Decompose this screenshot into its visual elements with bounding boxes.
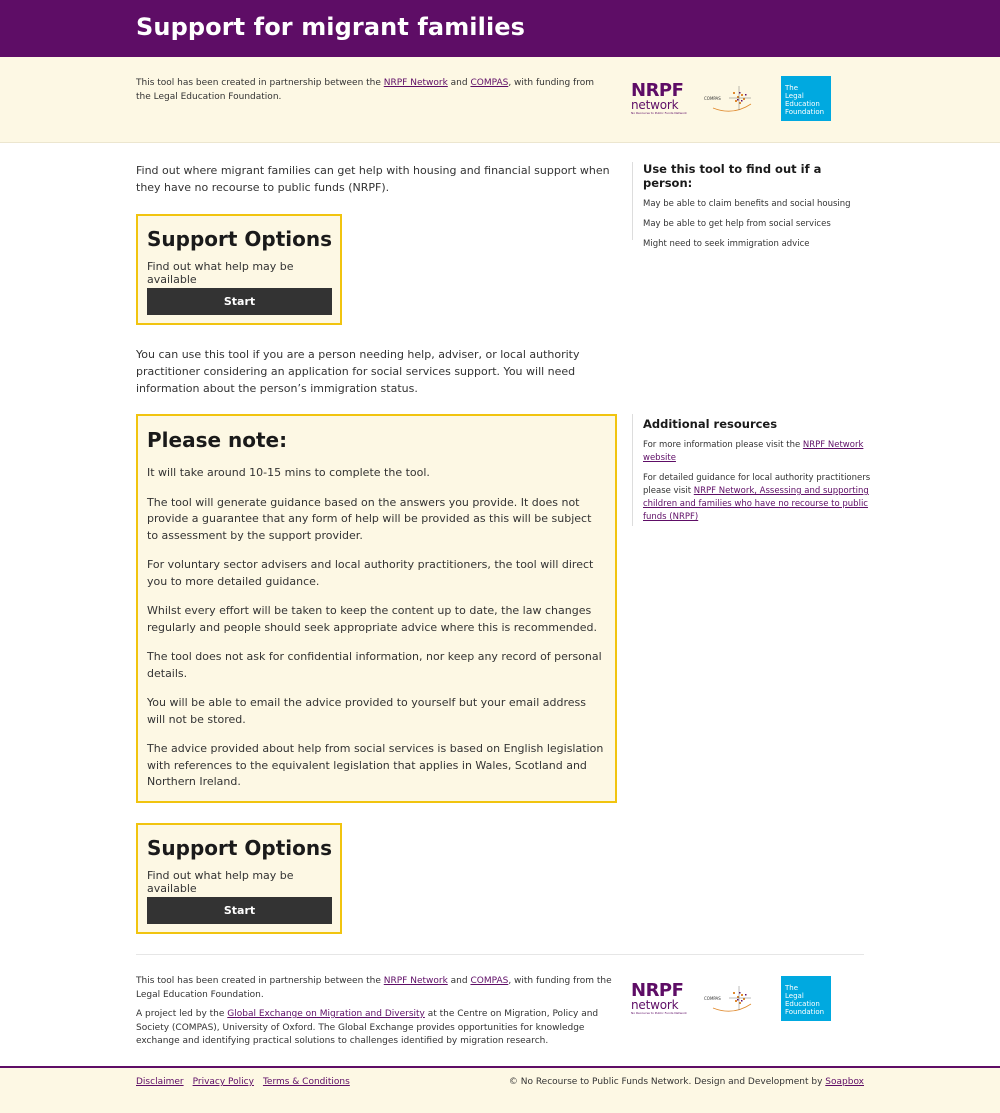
compas-logo-graphic [703, 82, 759, 116]
nrpf-website-link[interactable]: NRPF Network website [643, 440, 864, 463]
compas-logo-text: COMPAS [704, 95, 721, 101]
footer-partner-statement [136, 975, 621, 1002]
footer-project-prefix: A project led by the [136, 1009, 228, 1019]
sidebar-use-tool [632, 162, 872, 249]
nrpf-logo-subtext: network [631, 997, 679, 1012]
note-paragraph: Whilst every effort will be taken to keep the content up to date, the law changes regularly and people should seek appropriate advice where this is recommended. [147, 604, 597, 634]
compas-logo-graphic [703, 982, 759, 1016]
nrpf-logo-text: NRPF [631, 79, 684, 101]
footer-divider [136, 954, 864, 955]
sidebar-additional-resources [632, 414, 872, 526]
leg-logo-line-1: The [785, 84, 799, 92]
support-options-subtitle: Find out what help may be available [147, 260, 294, 286]
partner-text-and: and [447, 78, 471, 88]
note-paragraph: The tool will generate guidance based on the answers you provide. It does not provide a guarantee that any form of help will be provided as this will be subject to assessment by the support provider. [147, 495, 592, 542]
partner-text-suffix: , with funding from the Legal Education Foundation. [136, 78, 595, 102]
nrpf-guidance-link[interactable]: NRPF Network, Assessing and supporting children and families who have no recourse to public funds (NRPF) [643, 486, 869, 522]
partner-statement [136, 77, 606, 104]
resources-title: Additional resources [643, 417, 778, 431]
leg-logo-line-4: Foundation [785, 108, 825, 116]
intro-text: Find out where migrant families can get help with housing and financial support when they have no recourse to public funds (NRPF). [136, 164, 610, 194]
compas-logo-text: COMPAS [704, 995, 721, 1001]
partner-text-suffix: , with funding from the Legal Education Foundation. [136, 976, 612, 1000]
compas-logo[interactable] [703, 982, 759, 1016]
nrpf-logo-tagline: No Recourse to Public Funds Network [631, 1010, 687, 1015]
nrpf-logo[interactable] [631, 979, 687, 1019]
nrpf-network-link[interactable]: NRPF Network [383, 976, 448, 986]
terms-conditions-link[interactable]: Terms & Conditions [262, 1077, 350, 1087]
soapbox-link[interactable]: Soapbox [825, 1077, 864, 1087]
footer-project-suffix: at the Centre on Migration, Policy and Society (COMPAS), University of Oxford. The Global Exchange provides opportunities for knowledge exchange and identifying practical solutions to challenges identified by migration research. [136, 1009, 599, 1046]
note-paragraph: It will take around 10-15 mins to complete the tool. [147, 466, 430, 479]
usage-text: You can use this tool if you are a person needing help, adviser, or local authority practitioner considering an application for social services support. You will need information about the person’s immigration status. [136, 348, 580, 395]
please-note-box [136, 414, 617, 803]
support-options-subtitle: Find out what help may be available [147, 869, 294, 895]
support-options-box-bottom [136, 823, 342, 934]
note-paragraph: The advice provided about help from social services is based on English legislation with references to the equivalent legislation that applies in Wales, Scotland and Northern Ireland. [147, 742, 604, 788]
note-paragraph: You will be able to email the advice provided to yourself but your email address will not be stored. [147, 696, 586, 726]
leg-logo-line-4: Foundation [785, 1008, 825, 1016]
resource-item-website [643, 439, 872, 465]
note-paragraph: For voluntary sector advisers and local authority practitioners, the tool will direct you to more detailed guidance. [147, 558, 594, 588]
partner-text-prefix: This tool has been created in partnership between the [136, 976, 384, 986]
compas-logo[interactable] [703, 82, 759, 116]
disclaimer-link[interactable]: Disclaimer [136, 1077, 184, 1087]
compas-link[interactable]: COMPAS [470, 976, 509, 986]
resource-item-prefix: For detailed guidance for local authority practitioners please visit [643, 473, 871, 496]
support-options-title: Support Options [147, 227, 333, 251]
please-note-title: Please note: [147, 428, 288, 452]
leg-logo-line-2: Legal [785, 992, 804, 1000]
footer-project-statement [136, 1008, 621, 1049]
footer-partner-logos [631, 976, 831, 1021]
copyright [509, 1077, 864, 1087]
global-exchange-link[interactable]: Global Exchange on Migration and Diversity [227, 1009, 425, 1019]
page-title: Support for migrant families [136, 13, 526, 41]
sidebar-use-item: May be able to claim benefits and social housing [643, 199, 851, 209]
partner-band [0, 57, 1000, 143]
resource-item-guidance [643, 472, 872, 524]
partner-logos [631, 76, 831, 121]
start-button[interactable]: Start [147, 288, 332, 315]
footer-text [136, 975, 621, 1055]
resource-item-prefix: For more information please visit the [643, 440, 803, 450]
sidebar-use-title: Use this tool to find out if a person: [643, 162, 822, 190]
nrpf-logo[interactable] [631, 79, 687, 119]
leg-logo-line-3: Education [785, 1000, 820, 1008]
nrpf-logo-tagline: No Recourse to Public Funds Network [631, 110, 687, 115]
leg-logo-line-1: The [785, 984, 799, 992]
support-options-title: Support Options [147, 836, 333, 860]
footer-links [136, 1077, 350, 1087]
nrpf-logo-subtext: network [631, 97, 679, 112]
sidebar-use-item: Might need to seek immigration advice [643, 239, 810, 249]
compas-link[interactable]: COMPAS [470, 78, 509, 88]
legal-education-foundation-logo[interactable] [781, 976, 831, 1021]
support-options-box-top [136, 214, 342, 325]
bottom-bar [0, 1066, 1000, 1113]
site-header [0, 0, 1000, 57]
legal-education-foundation-logo[interactable] [781, 76, 831, 121]
nrpf-network-link[interactable]: NRPF Network [383, 78, 448, 88]
leg-logo-line-2: Legal [785, 92, 804, 100]
start-button[interactable]: Start [147, 897, 332, 924]
privacy-policy-link[interactable]: Privacy Policy [192, 1077, 254, 1087]
copyright-text: © No Recourse to Public Funds Network. Design and Development by [508, 1077, 826, 1087]
leg-logo-line-3: Education [785, 100, 820, 108]
note-paragraph: The tool does not ask for confidential information, nor keep any record of personal details. [147, 650, 602, 680]
partner-text-and: and [447, 976, 471, 986]
nrpf-logo-text: NRPF [631, 979, 684, 1001]
partner-text-prefix: This tool has been created in partnership between the [136, 78, 384, 88]
sidebar-use-item: May be able to get help from social services [643, 219, 831, 229]
